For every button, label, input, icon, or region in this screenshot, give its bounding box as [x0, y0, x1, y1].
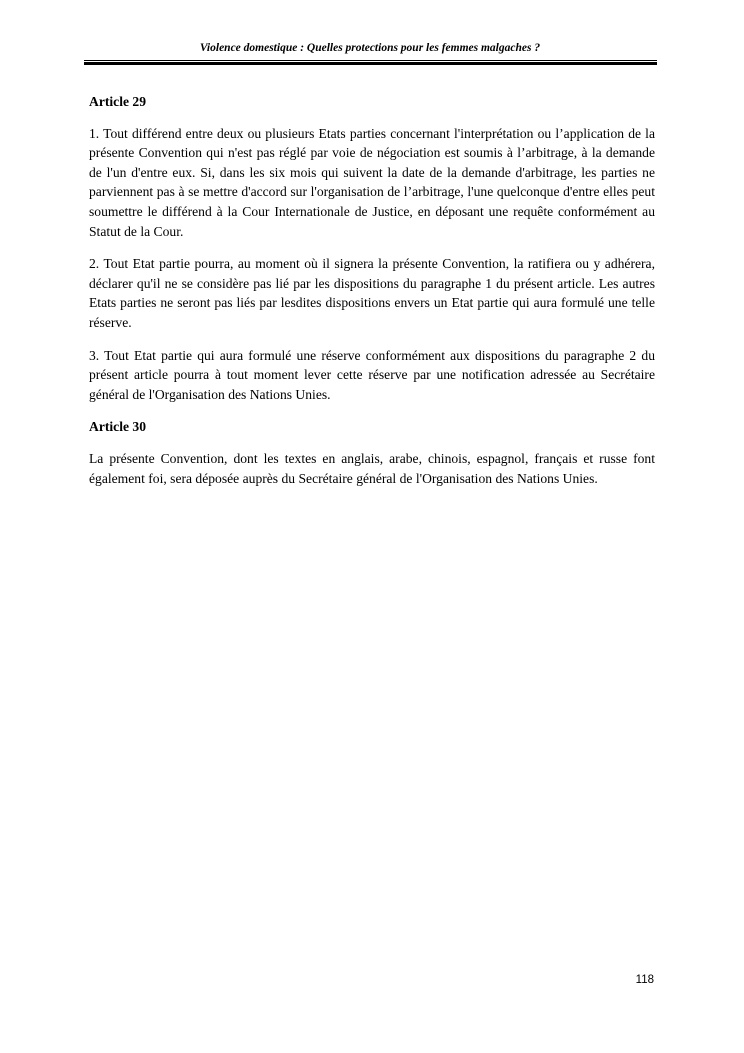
page-body — [89, 92, 655, 501]
article-29-paragraph-3: 3. Tout Etat partie qui aura formulé une réserve conformément aux dispositions du paragraphe 2 du présent article pourra à tout moment lever cette réserve par une notification adressée au Secrétaire général de l'Organisation des Nations Unies. — [89, 347, 655, 402]
header-rule-thin — [84, 60, 657, 61]
article-29-paragraph-1: 1. Tout différend entre deux ou plusieurs Etats parties concernant l'interprétation ou l’application de la présente Convention qui n'est pas réglé par voie de négociation est soumis à l’arbitrage, à la demande de l'un d'entre eux. Si, dans les six mois qui suivent la date de la demande d'arbitrage, les parties ne parviennent pas à se mettre d'accord sur l'organisation de l’arbitrage, l'une quelconque d'entre elles peut soumettre le différend à la Cour Internationale de Justice, en déposant une requête conformément au Statut de la Cour. — [89, 125, 655, 239]
header-rule — [84, 62, 657, 65]
article-29-title: Article 29 — [89, 94, 146, 109]
running-header: Violence domestique : Quelles protections pour les femmes malgaches ? — [199, 42, 541, 54]
article-30-paragraph-1: La présente Convention, dont les textes en anglais, arabe, chinois, espagnol, français et russe font également foi, sera déposée auprès du Secrétaire général de l'Organisation des Nations Unies. — [89, 450, 655, 486]
page-number: 118 — [635, 974, 654, 986]
article-30 — [89, 417, 655, 488]
article-29 — [89, 92, 655, 404]
article-29-paragraph-2: 2. Tout Etat partie pourra, au moment où il signera la présente Convention, la ratifiera ou y adhérera, déclarer qu'il ne se considère pas lié par les dispositions du paragraphe 1 du présent article. Les autres Etats parties ne seront pas liés par lesdites dispositions envers un Etat partie qui aura formulé une telle réserve. — [89, 256, 655, 330]
article-30-title: Article 30 — [89, 419, 146, 435]
